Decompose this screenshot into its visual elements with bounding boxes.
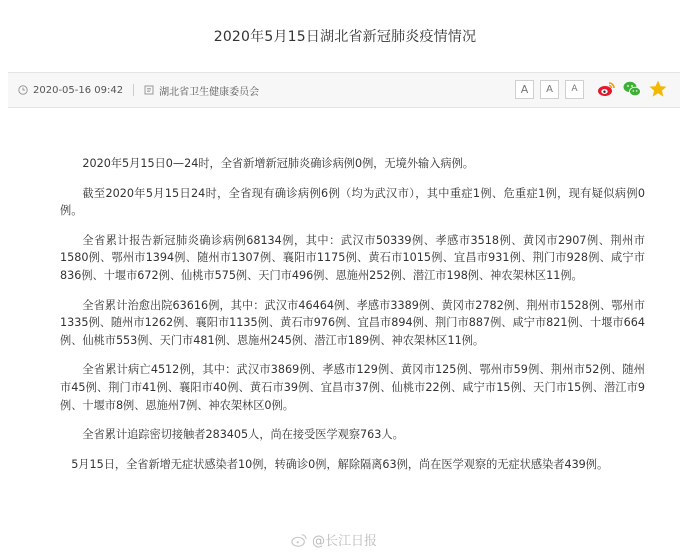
paragraph-current-cases: 截至2020年5月15日24时，全省现有确诊病例6例（均为武汉市），其中重症1例、危重症1例，现有疑似病例0例。 bbox=[60, 186, 645, 218]
star-icon[interactable] bbox=[648, 79, 668, 99]
font-size-large-button[interactable]: A bbox=[515, 80, 534, 99]
weibo-watermark-icon bbox=[290, 532, 308, 548]
article-body bbox=[60, 155, 645, 485]
article-meta-bar bbox=[8, 72, 680, 108]
font-size-medium-button[interactable]: A bbox=[540, 80, 559, 99]
paragraph-deaths-total: 全省累计病亡4512例，其中：武汉市3869例、孝感市129例、黄冈市125例、鄂州市59例、荆州市52例、随州市45例、荆门市41例、襄阳市40例、黄石市39例、宜昌市37例、仙桃市22例、咸宁市15例、天门市15例、潜江市9例、十堰市8例、恩施州7例、神农架林区0例。 bbox=[60, 363, 645, 412]
publish-date: 2020-05-16 09:42 bbox=[33, 84, 124, 96]
clock-icon bbox=[18, 85, 28, 95]
watermark bbox=[290, 530, 377, 549]
article-meta bbox=[18, 82, 259, 98]
paragraph-confirmed-total: 全省累计报告新冠肺炎确诊病例68134例，其中：武汉市50339例、孝感市3518例、黄冈市2907例、荆州市1580例、鄂州市1394例、随州市1307例、襄阳市1175例、黄石市1015例、宜昌市931例、荆门市928例、咸宁市836例、十堰市672例、仙桃市575例、天门市496例、恩施州252例、潜江市198例、神农架林区11例。 bbox=[60, 233, 645, 282]
article-tools bbox=[515, 79, 668, 99]
page-title: 2020年5月15日湖北省新冠肺炎疫情情况 bbox=[213, 29, 477, 45]
paragraph-recovered-total: 全省累计治愈出院63616例，其中：武汉市46464例、孝感市3389例、黄冈市2782例、荆州市1528例、鄂州市1335例、随州市1262例、襄阳市1135例、黄石市976例、宜昌市894例、荆门市887例、咸宁市821例、十堰市664例、仙桃市553例、天门市481例、恩施州245例、潜江市189例、神农架林区11例。 bbox=[60, 298, 645, 347]
source-icon bbox=[144, 85, 154, 95]
font-size-small-button[interactable]: A bbox=[565, 80, 584, 99]
paragraph-asymptomatic: 5月15日，全省新增无症状感染者10例，转确诊0例，解除隔离63例，尚在医学观察的无症状感染者439例。 bbox=[71, 457, 609, 471]
paragraph-close-contacts: 全省累计追踪密切接触者283405人，尚在接受医学观察763人。 bbox=[82, 428, 404, 442]
wechat-icon[interactable] bbox=[622, 79, 642, 99]
meta-divider bbox=[133, 84, 134, 96]
paragraph-new-cases: 2020年5月15日0—24时，全省新增新冠肺炎确诊病例0例，无境外输入病例。 bbox=[82, 157, 474, 170]
weibo-icon[interactable] bbox=[596, 79, 616, 99]
source-name: 湖北省卫生健康委员会 bbox=[159, 86, 260, 98]
watermark-text: @长江日报 bbox=[312, 534, 378, 549]
